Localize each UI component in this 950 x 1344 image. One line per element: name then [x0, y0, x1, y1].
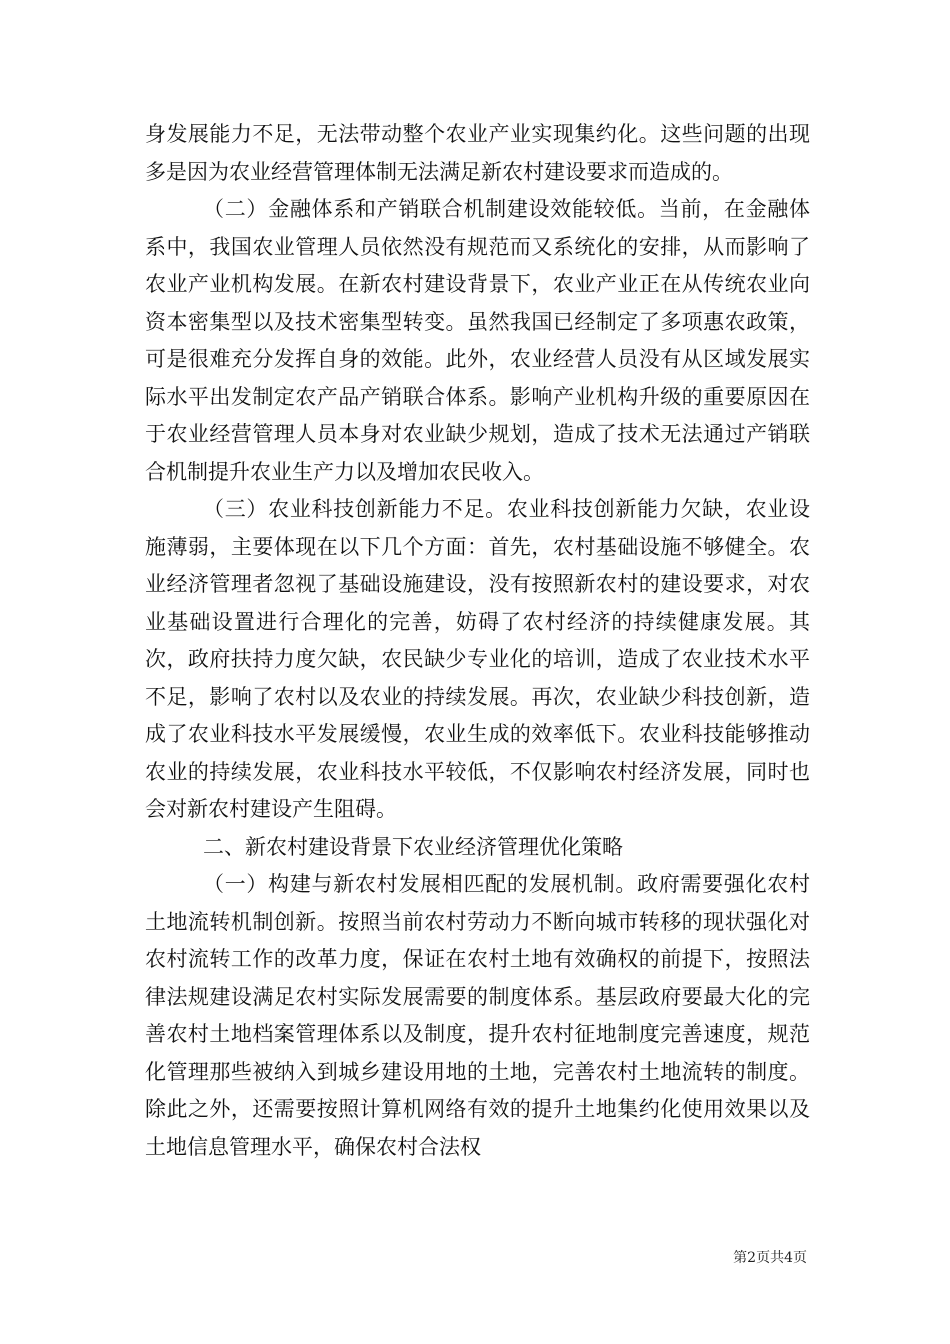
page-number: 第2页共4页 — [733, 1250, 807, 1266]
document-body — [145, 116, 810, 1166]
section-heading-optimization: 二、新农村建设背景下农业经济管理优化策略 — [203, 834, 623, 859]
paragraph-development-mechanism: （一）构建与新农村发展相匹配的发展机制。政府需要强化农村土地流转机制创新。按照当前农村劳动力不断向城市转移的现状强化对农村流转工作的改革力度，保证在农村土地有效确权的前提下，按照法律法规建设满足农村实际发展需要的制度体系。基层政府要最大化的完善农村土地档案管理体系以及制度，提升农村征地制度完善速度，规范化管理那些被纳入到城乡建设用地的土地，完善农村土地流转的制度。除此之外，还需要按照计算机网络有效的提升土地集约化使用效果以及土地信息管理水平，确保农村合法权 — [145, 872, 810, 1159]
paragraph-finance-system: （二）金融体系和产销联合机制建设效能较低。当前，在金融体系中，我国农业管理人员依然没有规范而又系统化的安排，从而影响了农业产业机构发展。在新农村建设背景下，农业产业正在从传统农业向资本密集型以及技术密集型转变。虽然我国已经制定了多项惠农政策，可是很难充分发挥自身的效能。此外，农业经营人员没有从区域发展实际水平出发制定农产品产销联合体系。影响产业机构升级的重要原因在于农业经营管理人员本身对农业缺少规划，造成了技术无法通过产销联合机制提升农业生产力以及增加农民收入。 — [145, 197, 810, 484]
paragraph-tech-innovation: （三）农业科技创新能力不足。农业科技创新能力欠缺，农业设施薄弱，主要体现在以下几个方面：首先，农村基础设施不够健全。农业经济管理者忽视了基础设施建设，没有按照新农村的建设要求，对农业基础设置进行合理化的完善，妨碍了农村经济的持续健康发展。其次，政府扶持力度欠缺，农民缺少专业化的培训，造成了农业技术水平不足，影响了农村以及农业的持续发展。再次，农业缺少科技创新，造成了农业科技水平发展缓慢，农业生成的效率低下。农业科技能够推动农业的持续发展，农业科技水平较低，不仅影响农村经济发展，同时也会对新农村建设产生阻碍。 — [145, 497, 810, 821]
paragraph-continuation: 身发展能力不足，无法带动整个农业产业实现集约化。这些问题的出现多是因为农业经营管理体制无法满足新农村建设要求而造成的。 — [145, 122, 810, 184]
